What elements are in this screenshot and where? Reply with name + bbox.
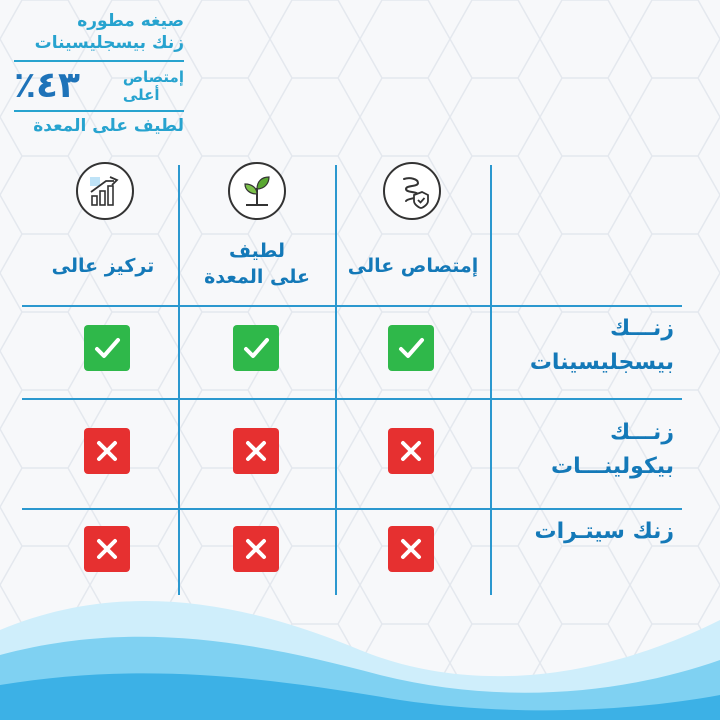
row-label-line-2: بيسجليسينات <box>529 350 674 375</box>
column-label-line-2: على المعدة <box>204 266 310 288</box>
row-label-line-1: زنـــك <box>610 420 674 445</box>
column-label-line-1: لطيف <box>228 240 286 262</box>
column-label: إمتصاص عالى <box>347 255 479 277</box>
row-label-line-1: زنـــك <box>610 316 674 341</box>
percent-value: ٤٣٪ <box>14 65 80 106</box>
row-label-line-1: زنك سيتـرات <box>534 519 674 544</box>
row-label-line-2: بيكولينـــات <box>551 454 674 479</box>
headline-line-4: لطيف على المعدة <box>33 116 184 136</box>
absorption-text-group <box>123 68 184 104</box>
headline-percent-row <box>14 60 184 112</box>
headline-line-2: زنك بيسجليسينات <box>34 33 184 53</box>
column-label: تركيز عالى <box>51 255 155 277</box>
headline-line-1: صيغه مطوره <box>77 11 184 31</box>
wave-decoration <box>0 560 720 720</box>
headline-block <box>14 10 184 138</box>
higher-label: أعلى <box>122 86 160 104</box>
absorption-label: إمتصاص <box>122 68 184 86</box>
